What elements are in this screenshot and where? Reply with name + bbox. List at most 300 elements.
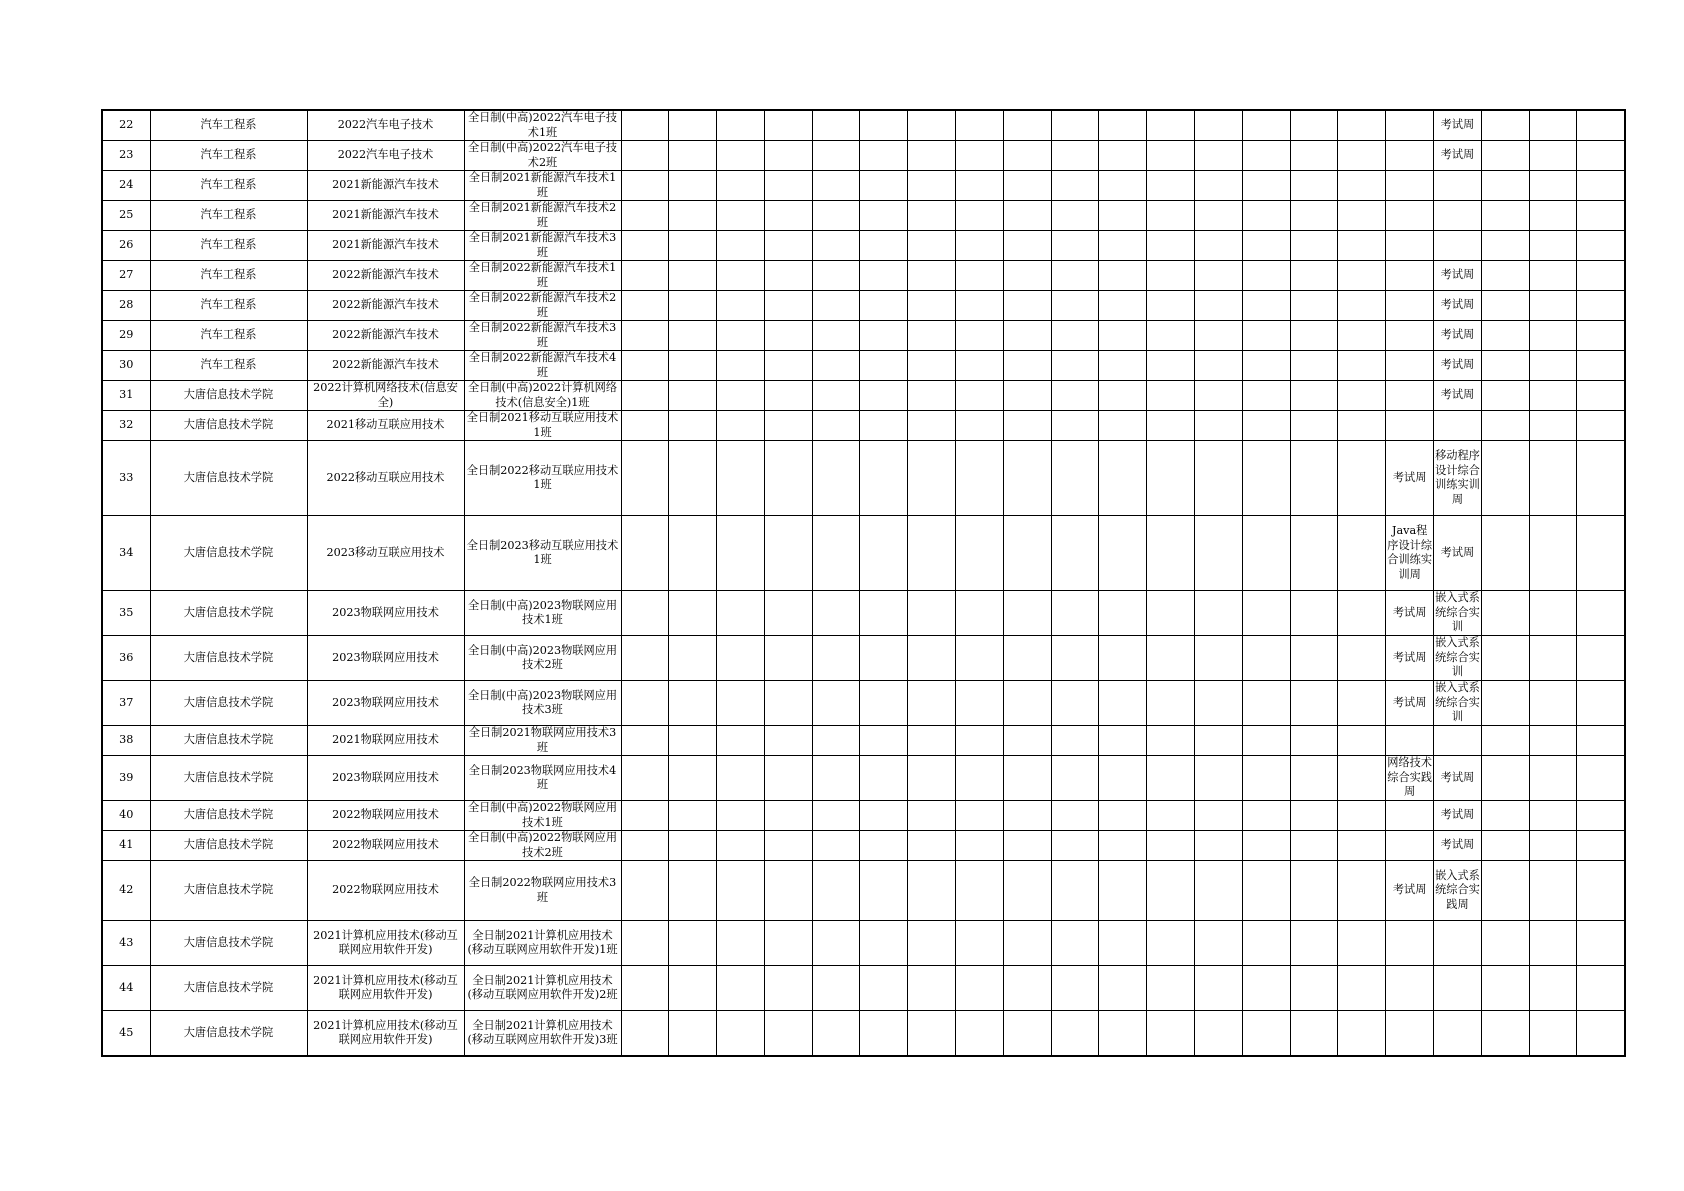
week-cell xyxy=(621,591,669,636)
week-cell xyxy=(669,591,717,636)
week-cell xyxy=(812,171,860,201)
week-cell xyxy=(908,110,956,141)
week-cell xyxy=(1529,231,1577,261)
week-cell xyxy=(1003,636,1051,681)
week-cell xyxy=(764,231,812,261)
week-cell xyxy=(717,681,765,726)
week-18-cell xyxy=(1434,1011,1482,1057)
week-cell xyxy=(1338,966,1386,1011)
week-cell xyxy=(1577,381,1625,411)
week-cell xyxy=(764,756,812,801)
table-row xyxy=(102,831,1625,861)
week-cell xyxy=(1290,861,1338,921)
class-name-cell: 全日制(中高)2022计算机网络技术(信息安全)1班 xyxy=(464,381,621,411)
week-17-cell: 网络技术综合实践周 xyxy=(1386,756,1434,801)
week-cell xyxy=(908,1011,956,1057)
week-cell xyxy=(1147,411,1195,441)
week-cell xyxy=(1099,921,1147,966)
week-cell xyxy=(669,831,717,861)
week-cell xyxy=(1147,141,1195,171)
week-cell xyxy=(1529,921,1577,966)
week-cell xyxy=(764,861,812,921)
major-cell: 2021计算机应用技术(移动互联网应用软件开发) xyxy=(307,921,464,966)
week-cell xyxy=(1195,411,1243,441)
department-cell: 大唐信息技术学院 xyxy=(150,966,307,1011)
week-cell xyxy=(669,351,717,381)
week-cell xyxy=(1195,726,1243,756)
week-cell xyxy=(1338,801,1386,831)
major-cell: 2023移动互联应用技术 xyxy=(307,516,464,591)
week-cell xyxy=(1242,351,1290,381)
week-cell xyxy=(1195,861,1243,921)
week-cell xyxy=(621,411,669,441)
week-cell xyxy=(1481,966,1529,1011)
week-cell xyxy=(1099,171,1147,201)
table-row xyxy=(102,201,1625,231)
week-cell xyxy=(1290,411,1338,441)
week-cell xyxy=(1242,681,1290,726)
week-cell xyxy=(1338,231,1386,261)
row-number-cell: 22 xyxy=(102,110,150,141)
class-name-cell: 全日制2021新能源汽车技术2班 xyxy=(464,201,621,231)
week-cell xyxy=(956,801,1004,831)
week-cell xyxy=(1147,921,1195,966)
week-cell xyxy=(956,261,1004,291)
week-cell xyxy=(1195,231,1243,261)
department-cell: 汽车工程系 xyxy=(150,231,307,261)
week-cell xyxy=(956,351,1004,381)
week-cell xyxy=(908,291,956,321)
week-cell xyxy=(1242,921,1290,966)
week-cell xyxy=(908,966,956,1011)
week-cell xyxy=(1481,636,1529,681)
week-cell xyxy=(1529,516,1577,591)
row-number-cell: 44 xyxy=(102,966,150,1011)
week-18-cell xyxy=(1434,171,1482,201)
week-cell xyxy=(764,636,812,681)
week-cell xyxy=(1529,1011,1577,1057)
week-cell xyxy=(908,141,956,171)
week-cell xyxy=(669,1011,717,1057)
week-cell xyxy=(860,441,908,516)
week-cell xyxy=(1481,110,1529,141)
week-cell xyxy=(764,321,812,351)
week-cell xyxy=(1051,1011,1099,1057)
week-cell xyxy=(956,1011,1004,1057)
major-cell: 2022计算机网络技术(信息安全) xyxy=(307,381,464,411)
week-cell xyxy=(1290,351,1338,381)
week-cell xyxy=(764,351,812,381)
class-name-cell: 全日制2023物联网应用技术4班 xyxy=(464,756,621,801)
week-cell xyxy=(812,1011,860,1057)
week-cell xyxy=(860,726,908,756)
week-cell xyxy=(1290,1011,1338,1057)
week-cell xyxy=(1003,1011,1051,1057)
row-number-cell: 27 xyxy=(102,261,150,291)
week-cell xyxy=(1529,636,1577,681)
schedule-table xyxy=(101,109,1626,1057)
week-18-cell: 考试周 xyxy=(1434,381,1482,411)
week-cell xyxy=(860,201,908,231)
week-cell xyxy=(1147,291,1195,321)
week-cell xyxy=(1099,351,1147,381)
class-name-cell: 全日制2023移动互联应用技术1班 xyxy=(464,516,621,591)
week-cell xyxy=(1290,291,1338,321)
week-cell xyxy=(1003,351,1051,381)
week-cell xyxy=(1003,516,1051,591)
department-cell: 大唐信息技术学院 xyxy=(150,591,307,636)
week-17-cell xyxy=(1386,261,1434,291)
week-cell xyxy=(812,726,860,756)
week-cell xyxy=(621,201,669,231)
week-cell xyxy=(908,321,956,351)
week-cell xyxy=(1051,681,1099,726)
department-cell: 汽车工程系 xyxy=(150,321,307,351)
week-cell xyxy=(1242,441,1290,516)
major-cell: 2022物联网应用技术 xyxy=(307,801,464,831)
week-cell xyxy=(956,636,1004,681)
week-cell xyxy=(1147,726,1195,756)
week-cell xyxy=(1529,351,1577,381)
week-cell xyxy=(1481,261,1529,291)
week-cell xyxy=(764,1011,812,1057)
week-cell xyxy=(621,441,669,516)
week-cell xyxy=(1195,636,1243,681)
week-cell xyxy=(1003,756,1051,801)
week-cell xyxy=(764,201,812,231)
week-cell xyxy=(1577,261,1625,291)
week-cell xyxy=(1577,861,1625,921)
major-cell: 2022新能源汽车技术 xyxy=(307,321,464,351)
week-cell xyxy=(717,261,765,291)
department-cell: 汽车工程系 xyxy=(150,261,307,291)
week-cell xyxy=(764,726,812,756)
week-cell xyxy=(621,681,669,726)
table-row xyxy=(102,591,1625,636)
week-cell xyxy=(1338,636,1386,681)
week-cell xyxy=(1003,831,1051,861)
row-number-cell: 28 xyxy=(102,291,150,321)
week-cell xyxy=(1338,681,1386,726)
week-cell xyxy=(1481,921,1529,966)
week-17-cell xyxy=(1386,291,1434,321)
week-cell xyxy=(621,261,669,291)
week-cell xyxy=(1290,681,1338,726)
week-cell xyxy=(1003,201,1051,231)
week-cell xyxy=(908,411,956,441)
week-cell xyxy=(1195,921,1243,966)
week-cell xyxy=(669,141,717,171)
week-cell xyxy=(1529,381,1577,411)
major-cell: 2022物联网应用技术 xyxy=(307,831,464,861)
week-cell xyxy=(1338,756,1386,801)
week-cell xyxy=(1529,411,1577,441)
week-cell xyxy=(717,321,765,351)
week-17-cell xyxy=(1386,381,1434,411)
row-number-cell: 42 xyxy=(102,861,150,921)
week-cell xyxy=(956,201,1004,231)
week-cell xyxy=(908,636,956,681)
week-cell xyxy=(860,756,908,801)
week-18-cell: 嵌入式系统综合实训 xyxy=(1434,636,1482,681)
week-cell xyxy=(1338,831,1386,861)
row-number-cell: 31 xyxy=(102,381,150,411)
row-number-cell: 39 xyxy=(102,756,150,801)
week-cell xyxy=(1099,110,1147,141)
week-cell xyxy=(1195,291,1243,321)
week-cell xyxy=(860,231,908,261)
week-cell xyxy=(621,726,669,756)
week-cell xyxy=(1529,966,1577,1011)
week-cell xyxy=(1290,441,1338,516)
week-cell xyxy=(1099,381,1147,411)
week-cell xyxy=(1099,636,1147,681)
week-cell xyxy=(1242,141,1290,171)
week-cell xyxy=(908,921,956,966)
week-18-cell xyxy=(1434,921,1482,966)
week-cell xyxy=(860,381,908,411)
week-cell xyxy=(1481,726,1529,756)
week-cell xyxy=(1003,261,1051,291)
week-18-cell: 移动程序设计综合训练实训周 xyxy=(1434,441,1482,516)
week-cell xyxy=(812,141,860,171)
class-name-cell: 全日制2021计算机应用技术(移动互联网应用软件开发)1班 xyxy=(464,921,621,966)
week-cell xyxy=(717,921,765,966)
week-cell xyxy=(669,861,717,921)
class-name-cell: 全日制(中高)2023物联网应用技术3班 xyxy=(464,681,621,726)
class-name-cell: 全日制2021新能源汽车技术1班 xyxy=(464,171,621,201)
week-cell xyxy=(1051,261,1099,291)
row-number-cell: 38 xyxy=(102,726,150,756)
week-cell xyxy=(1195,1011,1243,1057)
week-cell xyxy=(908,381,956,411)
week-cell xyxy=(956,591,1004,636)
major-cell: 2022新能源汽车技术 xyxy=(307,291,464,321)
week-cell xyxy=(1529,171,1577,201)
week-cell xyxy=(908,201,956,231)
week-cell xyxy=(1147,351,1195,381)
week-cell xyxy=(1338,921,1386,966)
department-cell: 汽车工程系 xyxy=(150,171,307,201)
department-cell: 大唐信息技术学院 xyxy=(150,756,307,801)
week-cell xyxy=(669,516,717,591)
week-cell xyxy=(1577,831,1625,861)
row-number-cell: 24 xyxy=(102,171,150,201)
week-cell xyxy=(1051,966,1099,1011)
row-number-cell: 26 xyxy=(102,231,150,261)
week-cell xyxy=(812,756,860,801)
week-cell xyxy=(1099,321,1147,351)
table-row xyxy=(102,441,1625,516)
department-cell: 大唐信息技术学院 xyxy=(150,516,307,591)
week-cell xyxy=(860,681,908,726)
week-cell xyxy=(1051,411,1099,441)
class-name-cell: 全日制(中高)2022汽车电子技术1班 xyxy=(464,110,621,141)
week-cell xyxy=(1338,110,1386,141)
week-cell xyxy=(1529,801,1577,831)
week-cell xyxy=(1338,381,1386,411)
table-row xyxy=(102,141,1625,171)
week-cell xyxy=(1290,231,1338,261)
week-cell xyxy=(1051,441,1099,516)
week-cell xyxy=(1242,1011,1290,1057)
week-cell xyxy=(764,591,812,636)
week-cell xyxy=(1195,141,1243,171)
week-cell xyxy=(1290,831,1338,861)
week-cell xyxy=(1147,1011,1195,1057)
major-cell: 2023物联网应用技术 xyxy=(307,636,464,681)
row-number-cell: 29 xyxy=(102,321,150,351)
week-cell xyxy=(1338,201,1386,231)
row-number-cell: 40 xyxy=(102,801,150,831)
week-cell xyxy=(1195,201,1243,231)
week-cell xyxy=(1481,171,1529,201)
row-number-cell: 25 xyxy=(102,201,150,231)
week-cell xyxy=(1099,441,1147,516)
week-cell xyxy=(621,171,669,201)
week-cell xyxy=(1481,1011,1529,1057)
week-cell xyxy=(1147,441,1195,516)
week-cell xyxy=(1242,516,1290,591)
week-cell xyxy=(1003,801,1051,831)
week-cell xyxy=(1290,726,1338,756)
week-18-cell: 考试周 xyxy=(1434,756,1482,801)
table-row xyxy=(102,861,1625,921)
week-cell xyxy=(1290,966,1338,1011)
class-name-cell: 全日制(中高)2022物联网应用技术2班 xyxy=(464,831,621,861)
row-number-cell: 36 xyxy=(102,636,150,681)
row-number-cell: 43 xyxy=(102,921,150,966)
week-cell xyxy=(1195,381,1243,411)
week-cell xyxy=(908,231,956,261)
week-cell xyxy=(1195,516,1243,591)
week-cell xyxy=(621,516,669,591)
week-cell xyxy=(669,636,717,681)
week-cell xyxy=(1099,201,1147,231)
week-cell xyxy=(764,381,812,411)
week-18-cell: 考试周 xyxy=(1434,321,1482,351)
week-cell xyxy=(621,756,669,801)
week-17-cell xyxy=(1386,231,1434,261)
week-cell xyxy=(860,801,908,831)
week-17-cell: Java程序设计综合训练实训周 xyxy=(1386,516,1434,591)
week-cell xyxy=(1147,801,1195,831)
week-cell xyxy=(1577,141,1625,171)
week-cell xyxy=(956,171,1004,201)
week-cell xyxy=(1290,921,1338,966)
week-cell xyxy=(717,861,765,921)
week-cell xyxy=(1147,591,1195,636)
class-name-cell: 全日制(中高)2022汽车电子技术2班 xyxy=(464,141,621,171)
week-cell xyxy=(860,321,908,351)
week-cell xyxy=(717,831,765,861)
week-cell xyxy=(1338,591,1386,636)
week-cell xyxy=(1481,441,1529,516)
week-cell xyxy=(956,966,1004,1011)
week-cell xyxy=(956,411,1004,441)
week-cell xyxy=(956,921,1004,966)
week-cell xyxy=(1099,1011,1147,1057)
week-cell xyxy=(621,861,669,921)
week-cell xyxy=(812,966,860,1011)
week-17-cell: 考试周 xyxy=(1386,861,1434,921)
class-name-cell: 全日制(中高)2022物联网应用技术1班 xyxy=(464,801,621,831)
week-cell xyxy=(1195,831,1243,861)
week-cell xyxy=(717,1011,765,1057)
week-cell xyxy=(1195,261,1243,291)
major-cell: 2021计算机应用技术(移动互联网应用软件开发) xyxy=(307,1011,464,1057)
major-cell: 2023物联网应用技术 xyxy=(307,681,464,726)
week-cell xyxy=(1099,681,1147,726)
week-cell xyxy=(621,921,669,966)
week-cell xyxy=(764,681,812,726)
week-cell xyxy=(1147,321,1195,351)
week-cell xyxy=(956,861,1004,921)
week-cell xyxy=(1481,141,1529,171)
week-cell xyxy=(812,231,860,261)
major-cell: 2022物联网应用技术 xyxy=(307,861,464,921)
week-cell xyxy=(1051,351,1099,381)
week-cell xyxy=(1195,171,1243,201)
week-cell xyxy=(1290,381,1338,411)
week-cell xyxy=(956,441,1004,516)
week-cell xyxy=(764,966,812,1011)
week-cell xyxy=(717,726,765,756)
week-cell xyxy=(1003,110,1051,141)
week-cell xyxy=(1051,321,1099,351)
week-cell xyxy=(1481,411,1529,441)
week-cell xyxy=(1338,291,1386,321)
week-cell xyxy=(1195,801,1243,831)
week-cell xyxy=(860,861,908,921)
department-cell: 大唐信息技术学院 xyxy=(150,636,307,681)
week-17-cell: 考试周 xyxy=(1386,441,1434,516)
week-cell xyxy=(1147,110,1195,141)
week-cell xyxy=(908,861,956,921)
week-cell xyxy=(860,261,908,291)
table-row xyxy=(102,261,1625,291)
week-cell xyxy=(717,351,765,381)
week-cell xyxy=(1242,966,1290,1011)
week-cell xyxy=(1529,861,1577,921)
week-cell xyxy=(860,636,908,681)
week-cell xyxy=(1099,756,1147,801)
row-number-cell: 45 xyxy=(102,1011,150,1057)
week-cell xyxy=(1577,441,1625,516)
week-cell xyxy=(1481,861,1529,921)
class-name-cell: 全日制(中高)2023物联网应用技术1班 xyxy=(464,591,621,636)
class-name-cell: 全日制2022新能源汽车技术2班 xyxy=(464,291,621,321)
department-cell: 大唐信息技术学院 xyxy=(150,801,307,831)
week-cell xyxy=(1099,141,1147,171)
week-cell xyxy=(1003,921,1051,966)
week-cell xyxy=(1147,171,1195,201)
week-cell xyxy=(1481,201,1529,231)
week-cell xyxy=(1051,171,1099,201)
row-number-cell: 37 xyxy=(102,681,150,726)
week-cell xyxy=(669,110,717,141)
week-17-cell xyxy=(1386,966,1434,1011)
week-cell xyxy=(717,756,765,801)
week-cell xyxy=(669,261,717,291)
week-cell xyxy=(908,516,956,591)
week-cell xyxy=(1338,441,1386,516)
week-cell xyxy=(1577,921,1625,966)
week-cell xyxy=(717,110,765,141)
week-cell xyxy=(908,591,956,636)
week-cell xyxy=(1577,231,1625,261)
week-cell xyxy=(1242,261,1290,291)
